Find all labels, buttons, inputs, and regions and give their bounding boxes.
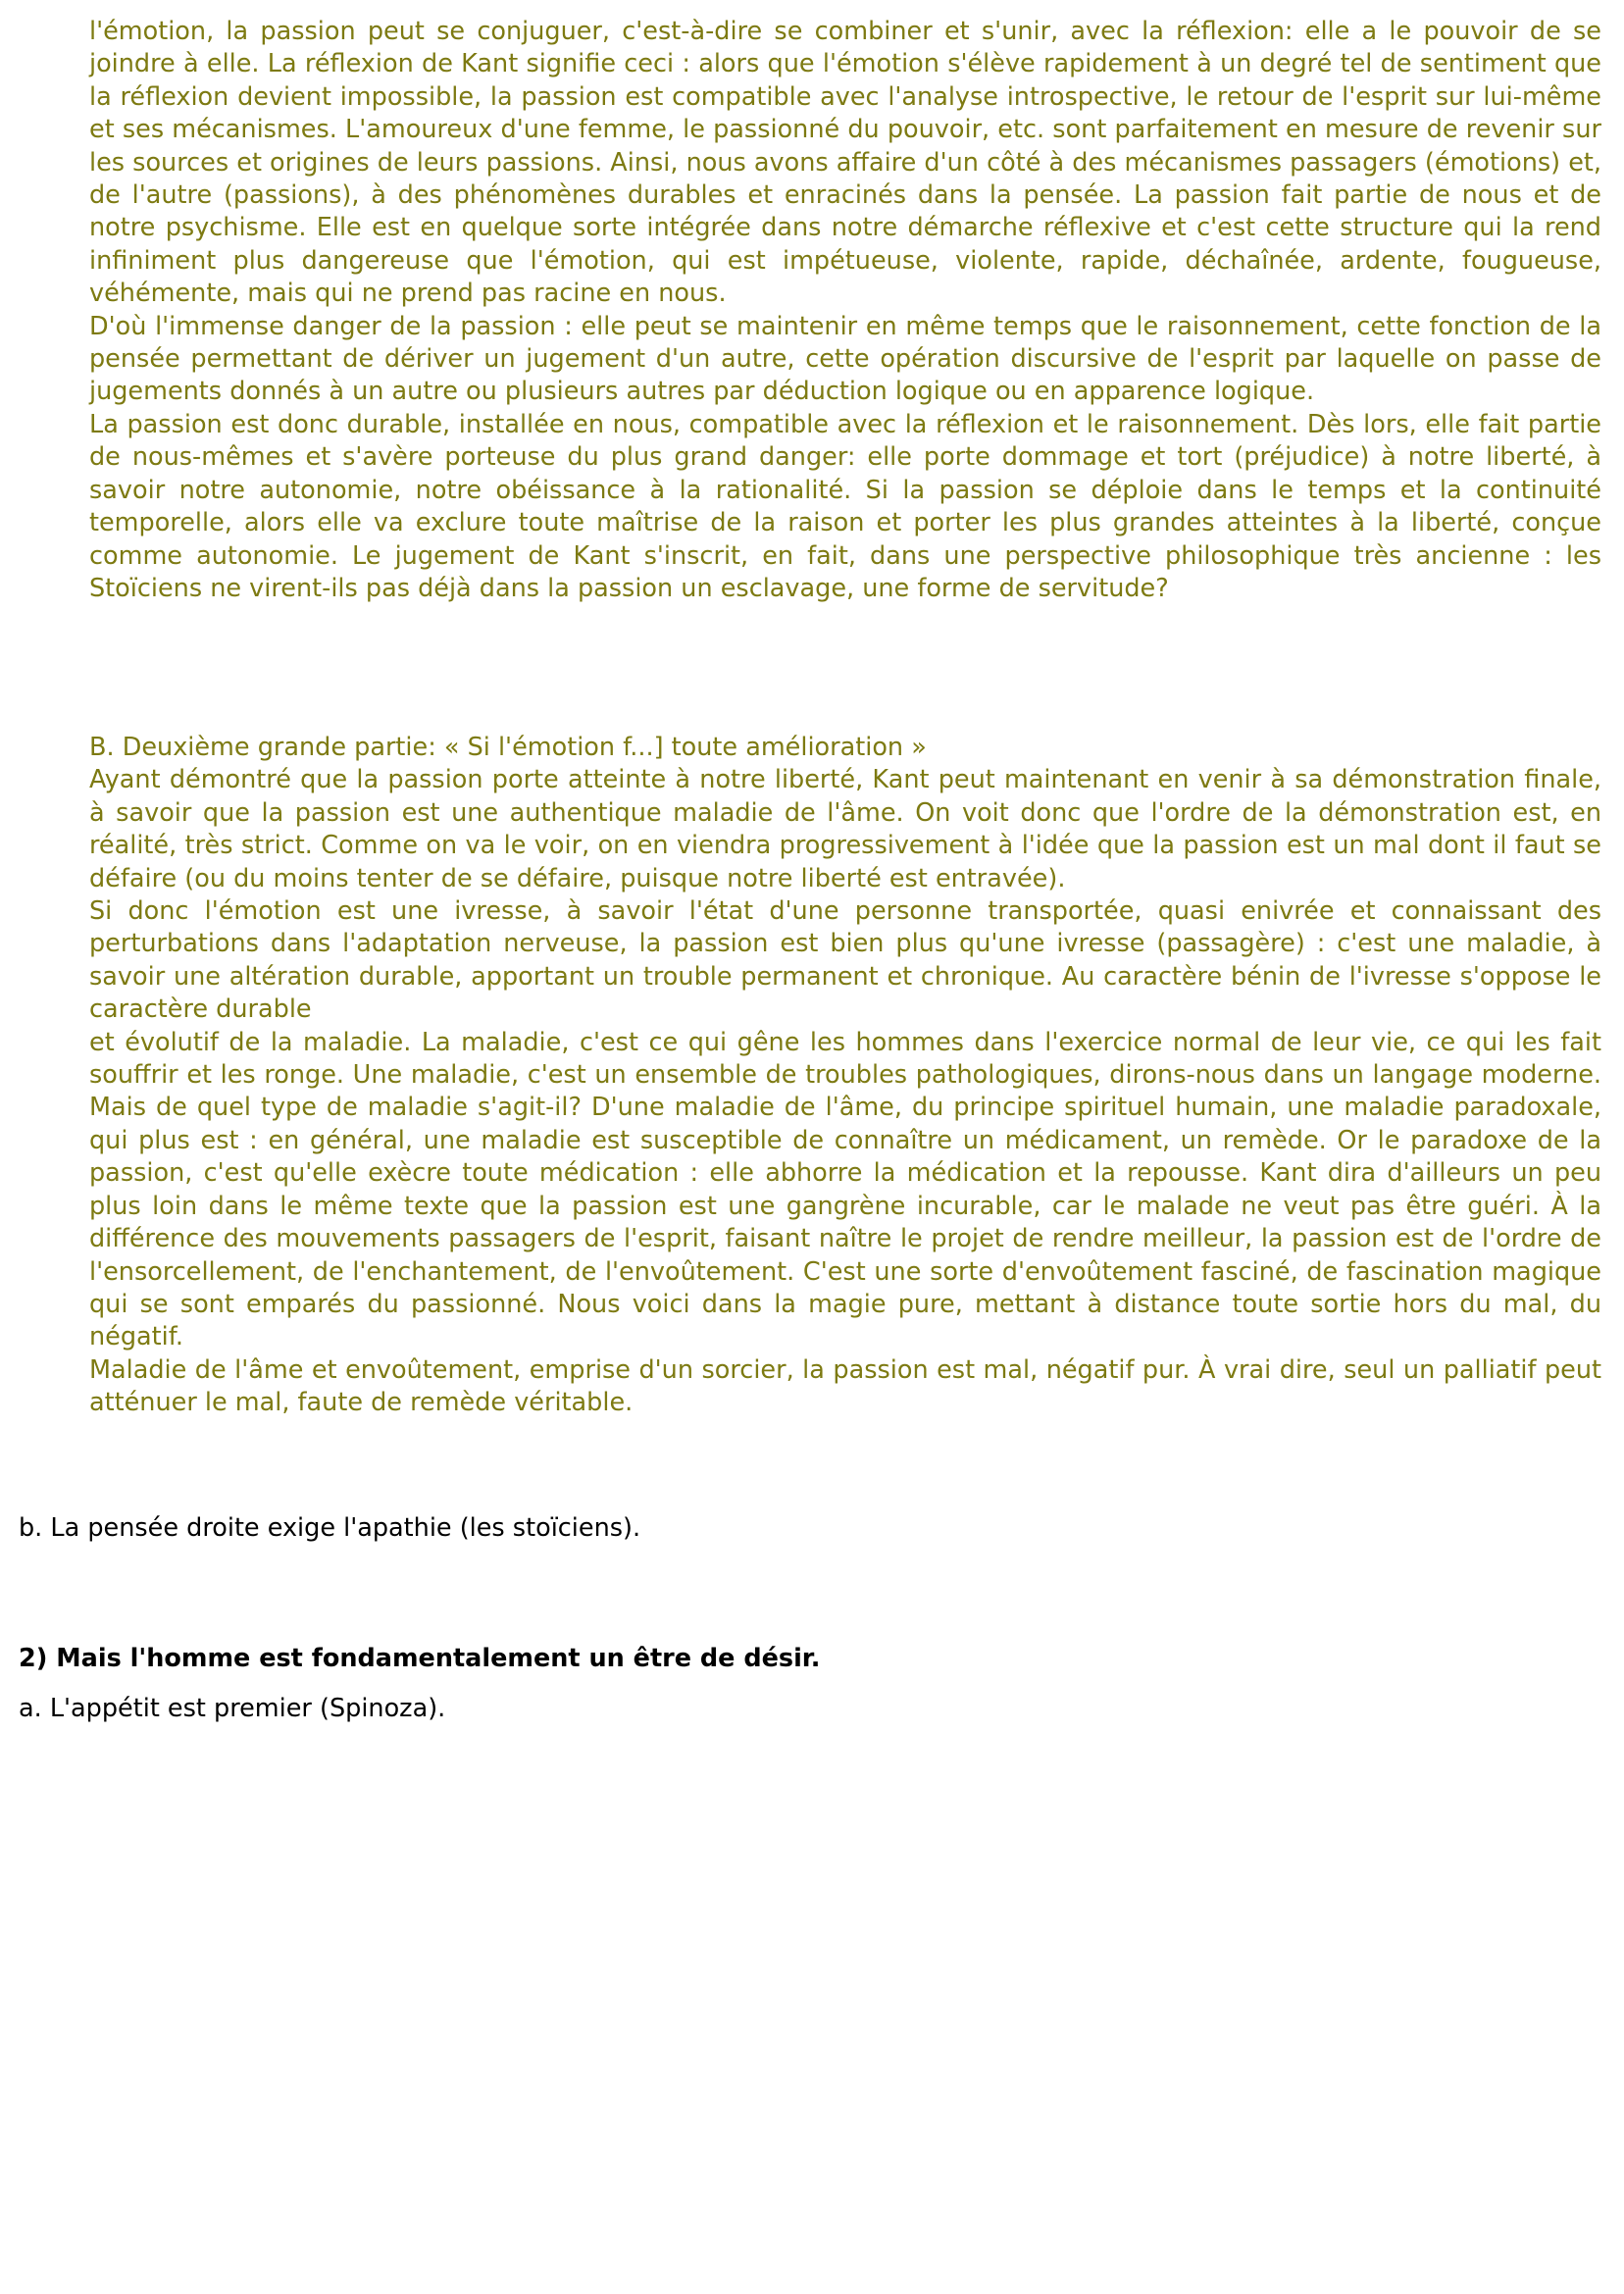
paragraph-passion-reflection: l'émotion, la passion peut se conjuguer, c'est-à-dire se combiner et s'unir, avec la réflexion: elle a le pouvoir de se joindre à elle. La réflexion de Kant signifie ceci : alors que l'émotion s'élève rapidement à un degré tel de sentiment que la réflexion devient impossible, la passion est compatible avec l'analyse introspective, le retour de l'esprit sur lui-même et ses mécanismes. L'amoureux d'une femme, le passionné du pouvoir, etc. sont parfaitement en mesure de revenir sur les sources et origines de leurs passions. Ainsi, nous avons affaire d'un côté à des mécanismes passagers (émotions) et, de l'autre (passions), à des phénomènes durables et enracinés dans la pensée. La passion fait partie de nous et de notre psychisme. Elle est en quelque sorte intégrée dans notre démarche réflexive et c'est cette structure qui la rend infiniment plus dangereuse que l'émotion, qui est impétueuse, violente, rapide, déchaînée, ardente, fougueuse, véhémente, mais qui ne prend pas racine en nous. [89, 17, 1601, 309]
paragraph-danger-reasoning: D'où l'immense danger de la passion : elle peut se maintenir en même temps que le raisonnement, cette fonction de la pensée permettant de dériver un jugement d'un autre, cette opération discursive de l'esprit par laquelle on passe de jugements donnés à un autre ou plusieurs autres par déduction logique ou en apparence logique. [89, 311, 1601, 407]
section-b [89, 732, 1601, 1420]
outline-item-b: b. La pensée droite exige l'apathie (les stoïciens). [19, 1513, 641, 1543]
outline-heading-2: 2) Mais l'homme est fondamentalement un être de désir. [19, 1644, 821, 1673]
outline-item-2a: a. L'appétit est premier (Spinoza). [19, 1694, 446, 1723]
paragraph-kant-demonstration: Ayant démontré que la passion porte atteinte à notre liberté, Kant peut maintenant en venir à sa démonstration finale, à savoir que la passion est une authentique maladie de l'âme. On voit donc que l'ordre de la démonstration est, en réalité, très strict. Comme on va le voir, on en viendra progressivement à l'idée que la passion est un mal dont il faut se défaire (ou du moins tenter de se défaire, puisque notre liberté est entravée). [89, 765, 1601, 893]
paragraph-envoutement: Maladie de l'âme et envoûtement, emprise d'un sorcier, la passion est mal, négatif pur. À vrai dire, seul un palliatif peut atténuer le mal, faute de remède véritable. [89, 1354, 1601, 1418]
paragraph-maladie-ame: et évolutif de la maladie. La maladie, c'est ce qui gêne les hommes dans l'exercice normal de leur vie, ce qui les fait souffrir et les ronge. Une maladie, c'est un ensemble de troubles pathologiques, dirons-nous dans un langage moderne. Mais de quel type de maladie s'agit-il? D'une maladie de l'âme, du principe spirituel humain, une maladie paradoxale, qui plus est : en général, une maladie est susceptible de connaître un médicament, un remède. Or le paradoxe de la passion, c'est qu'elle exècre toute médication : elle abhorre la médication et la repousse. Kant dira d'ailleurs un peu plus loin dans le même texte que la passion est une gangrène incurable, car le malade ne veut pas être guéri. À la différence des mouvements passagers de l'esprit, faisant naître le projet de rendre meilleur, la passion est de l'ordre de l'ensorcellement, de l'enchantement, de l'envoûtement. C'est une sorte d'envoûtement fasciné, de fascination magique qui se sont emparés du passionné. Nous voici dans la magie pure, mettant à distance toute sortie hors du mal, du négatif. [89, 1027, 1601, 1352]
section-b-heading: B. Deuxième grande partie: « Si l'émotion f...] toute amélioration » [89, 733, 927, 762]
paragraph-ivresse-maladie: Si donc l'émotion est une ivresse, à savoir l'état d'une personne transportée, quasi enivrée et connaissant des perturbations dans l'adaptation nerveuse, la passion est bien plus qu'une ivresse (passagère) : c'est une maladie, à savoir une altération durable, apportant un trouble permanent et chronique. Au caractère bénin de l'ivresse s'oppose le caractère durable [89, 896, 1601, 1025]
paragraph-passion-durable: La passion est donc durable, installée en nous, compatible avec la réflexion et le raisonnement. Dès lors, elle fait partie de nous-mêmes et s'avère porteuse du plus grand danger: elle porte dommage et tort (préjudice) à notre liberté, à savoir notre autonomie, notre obéissance à la rationalité. Si la passion se déploie dans le temps et la continuité temporelle, alors elle va exclure toute maîtrise de la raison et porter les plus grandes atteintes à la liberté, conçue comme autonomie. Le jugement de Kant s'inscrit, en fait, dans une perspective philosophique très ancienne : les Stoïciens ne virent-ils pas déjà dans la passion un esclavage, une forme de servitude? [89, 409, 1601, 603]
section-a-continuation [89, 16, 1601, 605]
